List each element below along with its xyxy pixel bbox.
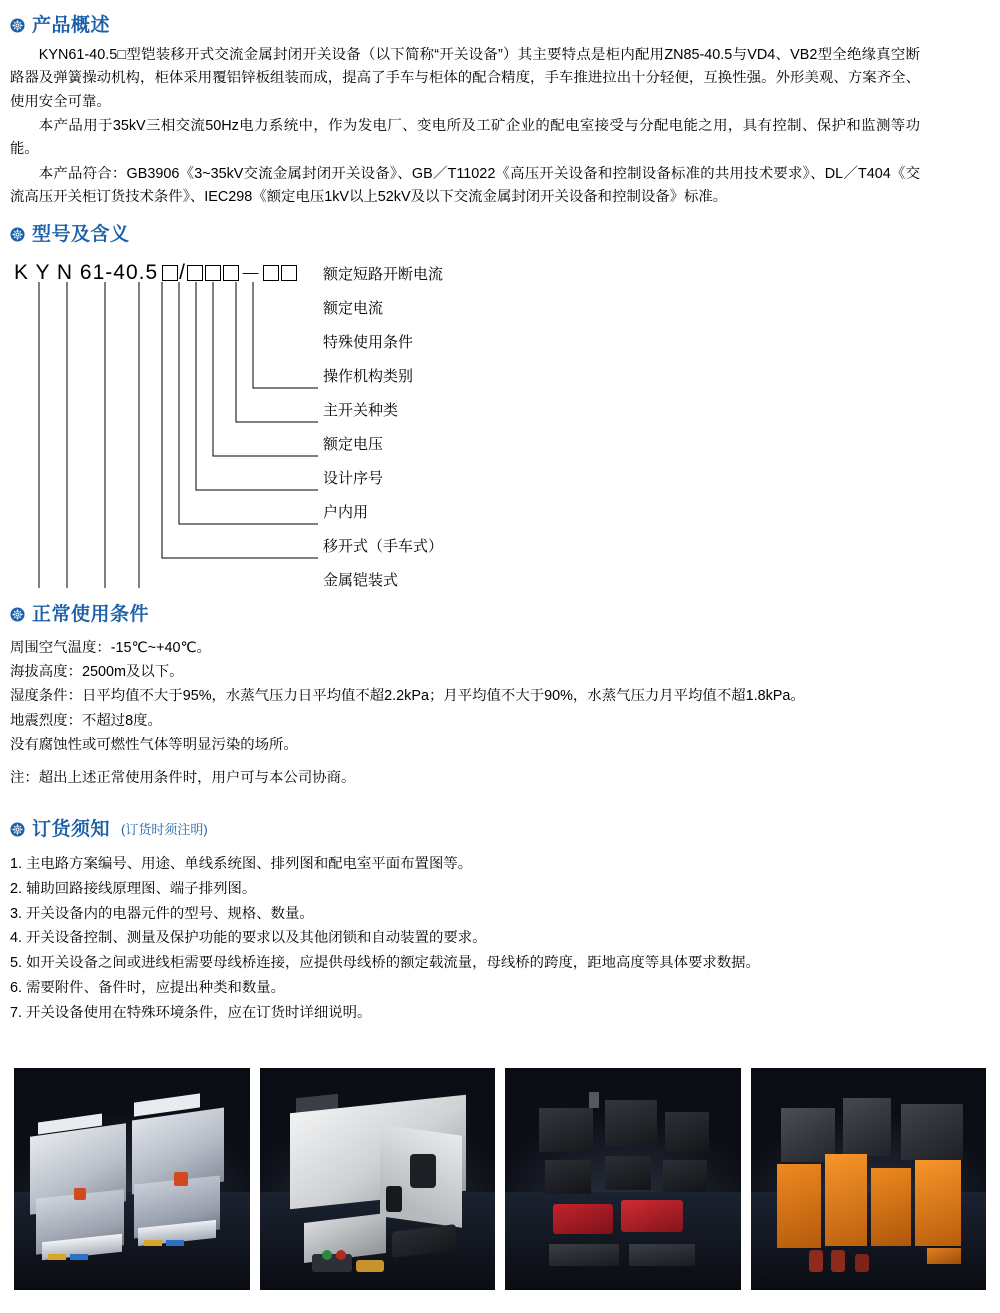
leader-label: 额定电流 xyxy=(323,300,384,317)
order-item: 3. 开关设备内的电器元件的型号、规格、数量。 xyxy=(10,905,314,922)
model-designation-diagram xyxy=(10,258,700,588)
condition-line: 没有腐蚀性或可燃性气体等明显污染的场所。 xyxy=(10,736,298,753)
paragraph: 本产品用于35kV三相交流50Hz电力系统中，作为发电厂、变电所及工矿企业的配电室接受与分配电能之用，具有控制、保护和监测等功能。 xyxy=(10,117,920,158)
model-code-dash: － xyxy=(240,263,262,286)
section-title: 产品概述 xyxy=(32,15,111,36)
section-title: 订货须知 xyxy=(32,819,111,840)
section-title: 正常使用条件 xyxy=(32,604,150,625)
order-item: 6. 需要附件、备件时，应提出种类和数量。 xyxy=(10,979,286,996)
gear-bullet-icon xyxy=(10,18,25,33)
product-photo-contact-blocks xyxy=(505,1068,741,1290)
leader-label: 操作机构类别 xyxy=(323,368,414,385)
section-heading xyxy=(10,16,920,35)
condition-line: 地震烈度：不超过8度。 xyxy=(10,712,162,729)
leader-label-list xyxy=(323,258,693,598)
gear-bullet-icon xyxy=(10,607,25,622)
product-photo-insulators xyxy=(751,1068,987,1290)
section-body xyxy=(10,636,930,790)
leader-label: 金属铠装式 xyxy=(323,572,399,589)
section-title: 型号及含义 xyxy=(32,224,130,245)
order-item: 5. 如开关设备之间或进线柜需要母线桥连接，应提供母线桥的额定载流量，母线桥的跨度，距地高度等具体要求数据。 xyxy=(10,955,760,972)
leader-label: 额定短路开断电流 xyxy=(323,266,444,283)
section-product-overview xyxy=(10,16,920,209)
section-service-conditions xyxy=(10,605,930,790)
gear-bullet-icon xyxy=(10,227,25,242)
condition-note: 注：超出上述正常使用条件时，用户可与本公司协商。 xyxy=(10,769,356,786)
order-item: 7. 开关设备使用在特殊环境条件，应在订货时详细说明。 xyxy=(10,1004,372,1021)
model-code-prefix: K Y N 61-40.5 xyxy=(14,261,159,284)
section-model-designation xyxy=(10,225,710,588)
paragraph: KYN61-40.5□型铠装移开式交流金属封闭开关设备（以下简称“开关设备”）其主要特点是柜内配用ZN85-40.5与VD4、VB2型全绝缘真空断路器及弹簧操动机构，柜体采用覆铝锌板组装而成，提高了手车与柜体的配合精度，手车推进拉出十分轻便，互换性强。外形美观、方案齐全、使用安全可靠。 xyxy=(10,47,920,110)
gear-bullet-icon xyxy=(10,822,25,837)
leader-label: 设计序号 xyxy=(323,470,384,487)
section-heading xyxy=(10,225,710,244)
product-photo-chassis xyxy=(260,1068,496,1290)
section-heading xyxy=(10,605,930,624)
model-code-slash: / xyxy=(179,261,186,284)
condition-line: 海拔高度：2500m及以下。 xyxy=(10,664,184,681)
product-photo-relay-units xyxy=(14,1068,250,1290)
leader-label: 移开式（手车式） xyxy=(323,538,444,555)
order-item: 1. 主电路方案编号、用途、单线系统图、排列图和配电室平面布置图等。 xyxy=(10,856,473,872)
condition-line: 湿度条件：日平均值不大于95%，水蒸气压力日平均值不超2.2kPa；月平均值不大于90%，水蒸气压力月平均值不超1.8kPa。 xyxy=(10,688,805,705)
paragraph: 本产品符合：GB3906《3~35kV交流金属封闭开关设备》、GB／T11022《高压开关设备和控制设备标准的共用技术要求》、DL／T404《交流高压开关柜订货技术条件》、IEC298《额定电压1kV以上52kV及以下交流金属封闭开关设备和控制设备》标准。 xyxy=(10,165,920,205)
section-ordering-notes xyxy=(10,820,940,1025)
section-body xyxy=(10,44,920,209)
order-item: 2. 辅助回路接线原理图、端子排列图。 xyxy=(10,880,257,897)
leader-label: 特殊使用条件 xyxy=(323,334,414,351)
leader-label: 额定电压 xyxy=(323,436,384,453)
section-body xyxy=(10,852,940,1025)
product-photo-strip xyxy=(14,1068,986,1290)
leader-label: 户内用 xyxy=(323,504,369,521)
section-heading xyxy=(10,820,940,839)
condition-line: 周围空气温度：-15℃~+40℃。 xyxy=(10,640,212,656)
section-subtitle: (订货时须注明) xyxy=(121,822,208,837)
order-item: 4. 开关设备控制、测量及保护功能的要求以及其他闭锁和自动装置的要求。 xyxy=(10,930,487,947)
leader-label: 主开关种类 xyxy=(323,402,399,419)
